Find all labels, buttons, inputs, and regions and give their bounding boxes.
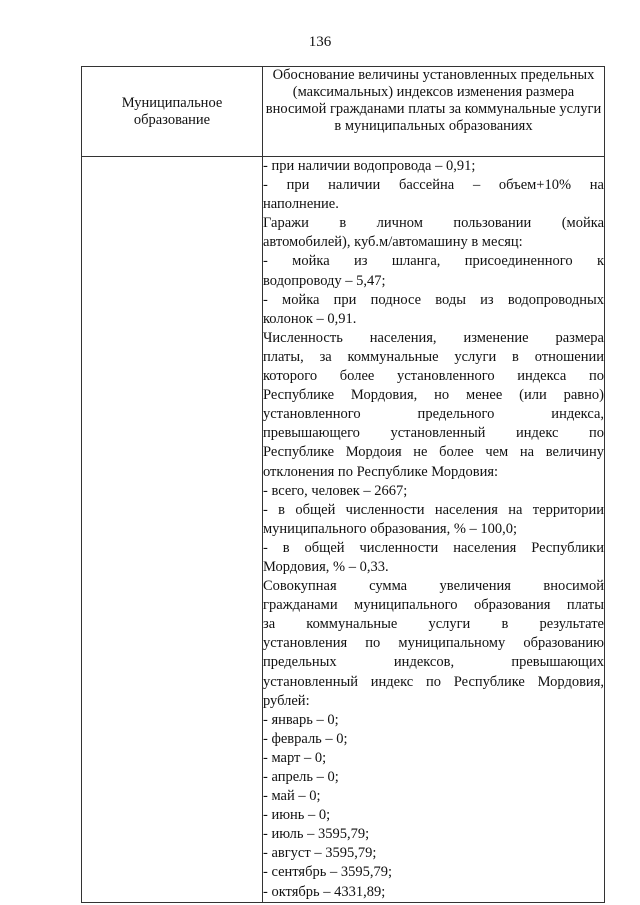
text-line: - при наличии водопровода – 0,91;	[263, 158, 476, 174]
text-line: водопроводу – 5,47;	[263, 272, 386, 289]
justification-cell	[263, 157, 605, 903]
header-municipality: Муниципальное образование	[82, 67, 263, 157]
text-line: Гаражи в личном пользовании (мойка	[263, 215, 604, 232]
text-line: Совокупная сумма увеличения вносимой	[263, 578, 604, 595]
header-justification: Обоснование величины установленных предельных (максимальных) индексов изменения размера вносимой гражданами платы за коммунальные услуги в муниципальных образованиях	[263, 67, 605, 157]
text-line: - июнь – 0;	[263, 807, 331, 824]
text-line: предельных индексов, превышающих	[263, 654, 604, 671]
text-line: гражданами муниципального образования платы	[263, 597, 604, 614]
text-line: установления по муниципальному образованию	[263, 635, 604, 652]
text-line: - май – 0;	[263, 788, 321, 805]
text-line: Республике Мордоия не более чем на величину	[263, 444, 604, 461]
text-line: колонок – 0,91.	[263, 310, 357, 327]
text-line: превышающего установленный индекс по	[263, 425, 604, 442]
text-line: установленный индекс по Республике Мордовия,	[263, 673, 604, 690]
text-line: установленного предельного индекса,	[263, 406, 604, 423]
text-line: - в общей численности населения Республики	[263, 539, 604, 556]
text-line: которого более установленного индекса по	[263, 368, 604, 385]
text-line: - сентябрь – 3595,79;	[263, 864, 392, 881]
text-line: - март – 0;	[263, 749, 327, 766]
text-line: - февраль – 0;	[263, 730, 348, 747]
table-body-row	[82, 157, 605, 903]
text-line: Республике Мордовия, но менее (или равно)	[263, 387, 604, 404]
text-line: - август – 3595,79;	[263, 845, 377, 862]
text-line: муниципального образования, % – 100,0;	[263, 520, 518, 537]
page-number: 136	[308, 34, 332, 50]
text-line: - апрель – 0;	[263, 769, 339, 785]
justification-text	[263, 157, 604, 902]
text-line: автомобилей), куб.м/автомашину в месяц:	[263, 234, 523, 251]
text-line: отклонения по Республике Мордовия:	[263, 463, 499, 480]
text-line: платы, за коммунальные услуги в отношении	[263, 348, 604, 365]
text-line: - всего, человек – 2667;	[263, 482, 408, 499]
text-line: наполнение.	[263, 196, 339, 213]
text-line: - мойка из шланга, присоединенного к	[263, 253, 604, 270]
justification-table	[81, 66, 605, 903]
text-line: - мойка при подносе воды из водопроводных	[263, 291, 604, 308]
text-line: - в общей численности населения на территории	[263, 501, 604, 518]
text-line: - октябрь – 4331,89;	[263, 883, 386, 900]
text-line: за коммунальные услуги в результате	[263, 616, 604, 633]
text-line: - при наличии бассейна – объем+10% на	[263, 177, 604, 194]
text-line: - январь – 0;	[263, 711, 339, 728]
text-line: рублей:	[263, 692, 310, 709]
municipality-cell	[82, 157, 263, 903]
text-line: Численность населения, изменение размера	[263, 329, 604, 346]
text-line: Мордовия, % – 0,33.	[263, 558, 389, 575]
table-header-row	[82, 67, 605, 157]
text-line: - июль – 3595,79;	[263, 826, 370, 843]
